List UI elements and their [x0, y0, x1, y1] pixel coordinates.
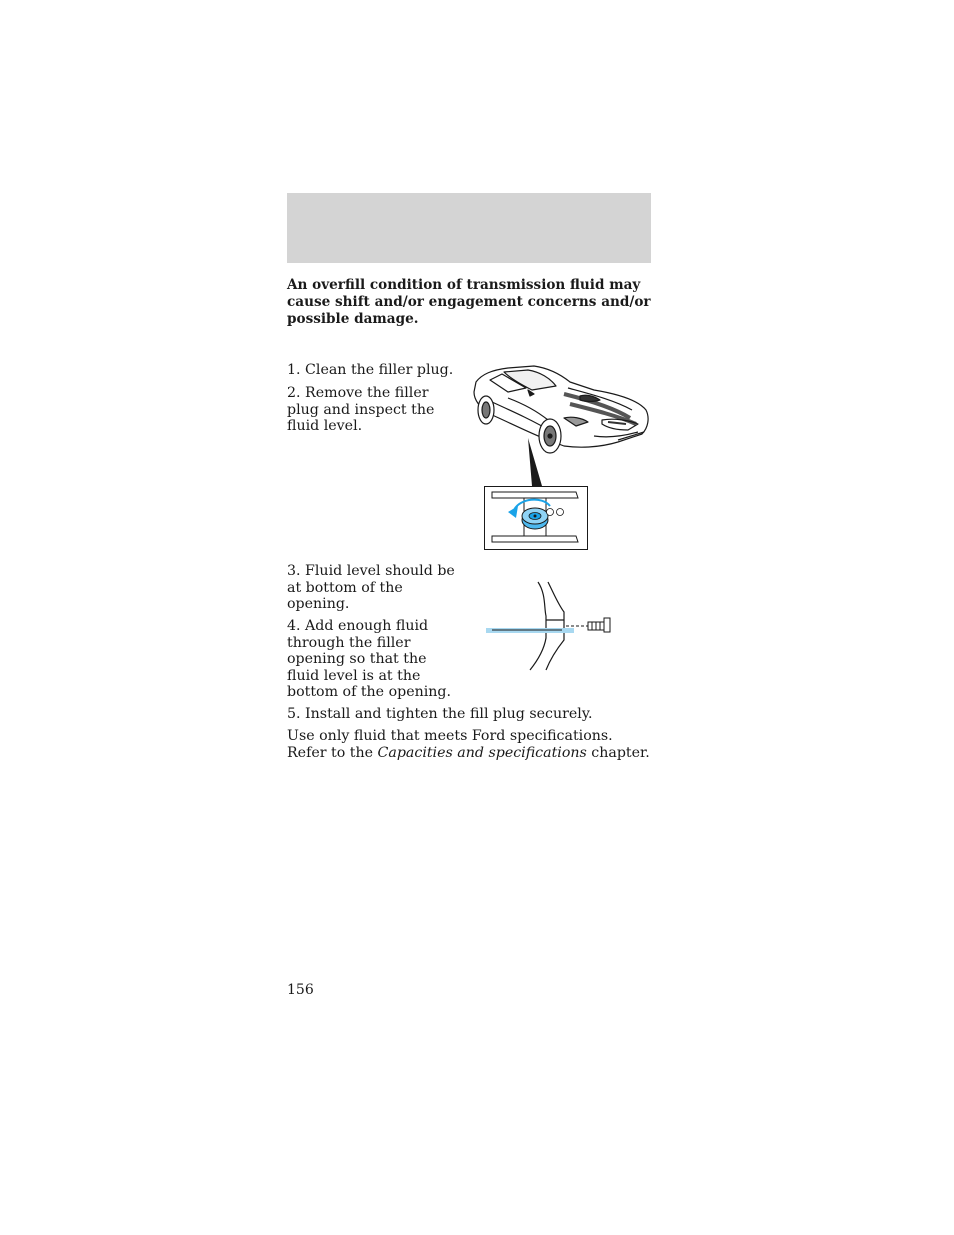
warning-text: An overfill condition of transmission fluid may cause shift and/or engagement concerns and/or possible damage.: [287, 277, 651, 327]
spec-note-chapter-reference: Capacities and specifications: [377, 744, 587, 761]
filler-plug-detail-illustration: [484, 486, 588, 550]
step-3: 3. Fluid level should be at bottom of the opening.: [287, 563, 455, 612]
step-4: 4. Add enough fluid through the filler opening so that the fluid level is at the bottom of the opening.: [287, 618, 452, 700]
step-2: 2. Remove the filler plug and inspect the fluid level.: [287, 385, 435, 434]
step-5: 5. Install and tighten the fill plug securely.: [287, 706, 593, 722]
spec-note: [287, 728, 651, 761]
spec-note-suffix: chapter.: [586, 744, 650, 761]
section-header-band: [287, 193, 651, 263]
step-1: 1. Clean the filler plug.: [287, 362, 454, 378]
spec-note-text: Use only fluid that meets Ford specifications. Refer to the: [287, 728, 613, 761]
page-number: 156: [287, 982, 314, 998]
fluid-level-cross-section-illustration: [484, 580, 616, 674]
car-illustration: [468, 360, 653, 490]
